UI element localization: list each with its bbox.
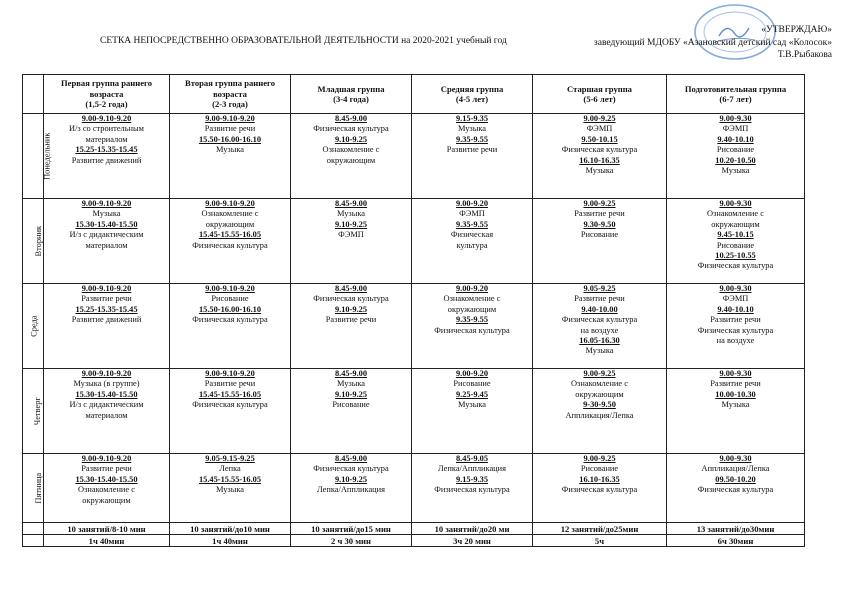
schedule-cell [44, 284, 170, 369]
activity-name: материалом [85, 240, 128, 250]
activity-name: окружающим [326, 155, 376, 165]
activity-name: окружающим [447, 304, 497, 314]
activity-name: Физическая культура [313, 294, 389, 304]
time-slot: 8.45-9.00 [334, 454, 368, 463]
group-age: (1,5-2 года) [85, 99, 128, 110]
sessions-total: 10 занятий/до20 ми [412, 523, 533, 535]
activity-name: окружающим [711, 219, 760, 229]
schedule-cell [170, 284, 291, 369]
schedule-cell [667, 454, 805, 523]
group-name: Старшая группа [567, 83, 632, 94]
schedule-cell [412, 114, 533, 199]
activity-name: Рисование [580, 230, 619, 240]
activity-name: И/з со строительным [69, 124, 144, 134]
sessions-total: 10 занятий/до10 мин [170, 523, 291, 535]
time-slot: 9.05-9.15-9.25 [205, 454, 255, 463]
document-title: СЕТКА НЕПОСРЕДСТВЕННО ОБРАЗОВАТЕЛЬНОЙ ДЕЯТЕЛЬНОСТИ на 2020-2021 учебный год [100, 36, 507, 46]
approval-block [594, 24, 832, 62]
activity-name: Физическая культура [434, 485, 510, 495]
activity-name: Развитие движений [71, 315, 142, 325]
day-row [23, 199, 805, 284]
schedule-cell [170, 199, 291, 284]
activity-name: Физическая культура [434, 325, 510, 335]
time-total: 1ч 40мин [44, 535, 170, 547]
schedule-cell [533, 454, 667, 523]
activity-name: окружающим [205, 219, 255, 229]
time-slot: 9.35-9.55 [455, 219, 489, 229]
time-slot: 9.10-9.25 [334, 134, 368, 144]
time-slot: 9.00-9.20 [455, 199, 489, 208]
activity-name: ФЭМП [722, 124, 749, 134]
schedule-cell [667, 369, 805, 454]
day-label: Вторник [34, 225, 44, 257]
schedule-cell [44, 369, 170, 454]
group-age: (2-3 года) [212, 99, 248, 110]
activity-name: Рисование [211, 294, 249, 304]
day-label-cell [23, 369, 44, 454]
activity-name: ФЭМП [338, 230, 364, 240]
sessions-total: 10 занятий/8-10 мин [44, 523, 170, 535]
activity-name: Музыка [457, 124, 487, 134]
activity-name: Физическая культура [561, 315, 638, 325]
schedule-cell [667, 114, 805, 199]
day-row [23, 284, 805, 369]
time-slot: 9.00-9.10-9.20 [205, 369, 255, 378]
schedule-table [22, 74, 805, 547]
time-slot: 9-30-9.50 [583, 400, 616, 410]
schedule-cell [170, 369, 291, 454]
day-row [23, 454, 805, 523]
time-slot: 9.15-9.35 [455, 114, 489, 123]
time-slot: 9.40-10.10 [717, 134, 754, 144]
time-slot: 15.30-15.40-15.50 [75, 389, 138, 399]
group-name: Средняя группа [440, 83, 504, 94]
time-slot: 9.00-9.20 [455, 369, 489, 378]
activity-name: окружающим [575, 389, 624, 399]
time-slot: 9.00-9.10-9.20 [81, 284, 132, 293]
time-total: 5ч [533, 535, 667, 547]
time-slot: 10.20-10.50 [715, 155, 756, 165]
day-label: Пятница [34, 472, 44, 504]
time-slot: 9.00-9.10-9.20 [205, 114, 255, 123]
activity-name: на воздухе [716, 336, 755, 346]
time-slot: 9.00-9.25 [583, 454, 616, 463]
activity-name: Развитие речи [574, 209, 625, 219]
activity-name: на воздухе [580, 325, 619, 335]
time-slot: 9.00-9.20 [455, 284, 489, 293]
group-header [533, 75, 667, 114]
group-name: Первая группа раннего возраста [60, 78, 152, 99]
activity-name: Физическая культура [192, 315, 268, 325]
day-label: Среда [29, 315, 39, 337]
activity-name: Развитие речи [204, 124, 256, 134]
time-slot: 10.25-10.55 [715, 251, 756, 261]
time-total: 3ч 20 мин [412, 535, 533, 547]
activity-name: ФЭМП [722, 294, 749, 304]
totals-time-row [23, 535, 805, 547]
time-total: 1ч 40мин [170, 535, 291, 547]
activity-name: Развитие движений [71, 155, 142, 165]
group-age: (6-7 лет) [719, 94, 752, 104]
day-label-cell [23, 454, 44, 523]
activity-name: Рисование [332, 400, 370, 410]
activity-name: Физическая [450, 230, 494, 240]
schedule-cell [170, 454, 291, 523]
activity-name: окружающим [82, 495, 131, 505]
schedule-cell [533, 284, 667, 369]
activity-name: Ознакомление с [443, 294, 501, 304]
sessions-total: 10 занятий/до15 мин [291, 523, 412, 535]
activity-name: Развитие речи [446, 145, 498, 155]
activity-name: Музыка [721, 166, 750, 176]
time-slot: 9.00-9.25 [583, 114, 616, 123]
time-slot: 9.00-9.10-9.20 [81, 199, 132, 208]
activity-name: Физическая культура [192, 400, 268, 410]
day-label: Понедельник [42, 132, 52, 180]
schedule-cell [44, 199, 170, 284]
activity-name: Развитие речи [81, 464, 132, 474]
sessions-total: 12 занятий/до25мин [533, 523, 667, 535]
activity-name: Ознакомление с [322, 145, 380, 155]
activity-name: Музыка [92, 209, 121, 219]
time-slot: 9.00-9.30 [719, 454, 752, 463]
time-slot: 9.35-9.55 [455, 315, 489, 325]
time-slot: 9.15-9.35 [455, 474, 489, 484]
activity-name: Физическая культура [561, 145, 638, 155]
schedule-cell [170, 114, 291, 199]
activity-name: Рисование [716, 145, 755, 155]
time-slot: 9.45-10.15 [717, 230, 754, 240]
group-age: (4-5 лет) [455, 94, 489, 104]
activity-name: Лепка [219, 464, 241, 474]
group-header [412, 75, 533, 114]
time-slot: 9.00-9.10-9.20 [205, 199, 255, 208]
time-slot: 9.10-9.25 [334, 389, 368, 399]
group-header [170, 75, 291, 114]
time-slot: 15.30-15.40-15.50 [75, 474, 138, 484]
activity-name: Музыка [585, 166, 614, 176]
activity-name: ФЭМП [459, 209, 485, 219]
day-label-cell [23, 284, 44, 369]
activity-name: Рисование [716, 240, 755, 250]
activity-name: Ознакомление с [78, 485, 135, 495]
time-slot: 15.30-15.40-15.50 [75, 219, 138, 229]
activity-name: Физическая культура [697, 261, 774, 271]
day-row [23, 369, 805, 454]
activity-name: Развитие речи [710, 315, 761, 325]
activity-name: Физическая культура [697, 485, 774, 495]
activity-name: Физическая культура [192, 240, 268, 250]
time-slot: 8.45-9.00 [334, 369, 368, 378]
activity-name: Развитие речи [574, 294, 625, 304]
activity-name: И/з с дидактическим [69, 400, 144, 410]
time-slot: 9.00-9.25 [583, 369, 616, 378]
time-slot: 16.10-16.35 [579, 155, 620, 165]
day-label: Четверг [32, 396, 42, 426]
time-slot: 9.40-10.00 [581, 304, 618, 314]
time-slot: 9.30-9.50 [583, 219, 616, 229]
group-header [44, 75, 170, 114]
activity-name: Ознакомление с [571, 379, 628, 389]
activity-name: Ознакомление с [707, 209, 764, 219]
activity-name: Музыка [585, 346, 614, 356]
activity-name: Музыка [336, 379, 366, 389]
schedule-cell [291, 284, 412, 369]
time-slot: 16.10-16.35 [579, 474, 620, 484]
activity-name: Аппликация/Лепка [565, 410, 634, 420]
time-slot: 9.25-9.45 [455, 389, 489, 399]
time-slot: 9.00-9.10-9.20 [205, 284, 255, 293]
activity-name: Физическая культура [313, 464, 389, 474]
time-slot: 9.00-9.30 [719, 114, 752, 123]
time-slot: 9.00-9.25 [583, 199, 616, 208]
group-header [291, 75, 412, 114]
activity-name: Физическая культура [561, 485, 638, 495]
day-label-cell [23, 114, 52, 199]
schedule-cell [667, 284, 805, 369]
header-row [23, 75, 805, 114]
time-slot: 15.50-16.00-16.10 [198, 304, 262, 314]
time-slot: 16.05-16.30 [579, 336, 620, 346]
time-slot: 15.45-15.55-16.05 [198, 230, 262, 240]
activity-name: Развитие речи [325, 315, 377, 325]
activity-name: Музыка [336, 209, 366, 219]
activity-name: Музыка [721, 400, 750, 410]
activity-name: ФЭМП [586, 124, 613, 134]
totals-sessions-row [23, 523, 805, 535]
activity-name: материалом [85, 134, 128, 144]
group-name: Подготовительная группа [684, 83, 787, 94]
time-slot: 8.45-9.05 [455, 454, 489, 463]
group-age: (5-6 лет) [583, 94, 616, 104]
activity-name: Музыка (в группе) [73, 379, 140, 389]
group-name: Младшая группа [317, 83, 385, 94]
schedule-cell [412, 284, 533, 369]
empty-cell [23, 523, 44, 535]
schedule-cell [412, 369, 533, 454]
time-slot: 8.45-9.00 [334, 284, 368, 293]
approve-position: заведующий МДОБУ «Азановский детский сад «Колосок» [593, 37, 832, 48]
sessions-total: 13 занятий/до30мин [667, 523, 805, 535]
time-slot: 9.00-9.10-9.20 [81, 114, 132, 123]
corner-cell [23, 75, 44, 114]
time-slot: 9.00-9.30 [719, 284, 752, 293]
time-slot: 8.45-9.00 [334, 114, 368, 123]
activity-name: Развитие речи [710, 379, 761, 389]
activity-name: Физическая культура [313, 124, 389, 134]
activity-name: Лепка/Аппликация [317, 485, 385, 495]
group-header [667, 75, 805, 114]
schedule-cell [533, 199, 667, 284]
approve-heading: «УТВЕРЖДАЮ» [761, 25, 832, 35]
activity-name: Рисование [453, 379, 491, 389]
time-total: 6ч 30мин [667, 535, 805, 547]
activity-name: культура [456, 240, 488, 250]
time-slot: 9.00-9.10-9.20 [81, 369, 132, 378]
time-slot: 10.00-10.30 [715, 389, 756, 399]
schedule-cell [412, 454, 533, 523]
time-slot: 9.10-9.25 [334, 474, 368, 484]
time-slot: 15.50-16.00-16.10 [198, 134, 262, 144]
time-slot: 9.35-9.55 [455, 134, 489, 144]
activity-name: материалом [85, 410, 128, 420]
time-slot: 9.00-9.30 [719, 199, 752, 208]
schedule-cell [533, 114, 667, 199]
schedule-cell [291, 369, 412, 454]
day-label-cell [23, 199, 44, 284]
activity-name: Ознакомление с [201, 209, 259, 219]
empty-cell [23, 535, 44, 547]
schedule-cell [533, 369, 667, 454]
schedule-cell [667, 199, 805, 284]
activity-name: Музыка [457, 400, 487, 410]
group-name: Вторая группа раннего возраста [184, 78, 275, 99]
time-slot: 8.45-9.00 [334, 199, 368, 208]
day-row [23, 114, 805, 199]
activity-name: Развитие речи [81, 294, 132, 304]
approve-signatory: Т.В.Рыбакова [777, 50, 832, 60]
time-slot: 9.10-9.25 [334, 219, 368, 229]
time-slot: 9.40-10.10 [717, 304, 754, 314]
schedule-cell [412, 199, 533, 284]
activity-name: Рисование [580, 464, 619, 474]
activity-name: Развитие речи [204, 379, 256, 389]
time-slot: 9.05-9.25 [583, 284, 616, 293]
time-slot: 9.00-9.30 [719, 369, 752, 378]
time-slot: 09.50-10.20 [715, 474, 756, 484]
schedule-cell [291, 114, 412, 199]
time-slot: 15.25-15.35-15.45 [75, 304, 138, 314]
time-slot: 15.45-15.55-16.05 [198, 474, 262, 484]
activity-name: Аппликация/Лепка [701, 464, 770, 474]
activity-name: Музыка [215, 145, 245, 155]
activity-name: Музыка [215, 485, 245, 495]
schedule-cell [291, 454, 412, 523]
activity-name: И/з с дидактическим [69, 230, 144, 240]
time-slot: 9.10-9.25 [334, 304, 368, 314]
time-slot: 9.50-10.15 [581, 134, 618, 144]
schedule-cell [291, 199, 412, 284]
schedule-cell [44, 114, 170, 199]
time-slot: 9.00-9.10-9.20 [81, 454, 132, 463]
time-slot: 15.45-15.55-16.05 [198, 389, 262, 399]
schedule-cell [44, 454, 170, 523]
group-age: (3-4 года) [333, 94, 369, 104]
activity-name: Лепка/Аппликация [438, 464, 506, 474]
activity-name: Физическая культура [697, 325, 774, 335]
time-total: 2 ч 30 мин [291, 535, 412, 547]
time-slot: 15.25-15.35-15.45 [75, 145, 138, 155]
